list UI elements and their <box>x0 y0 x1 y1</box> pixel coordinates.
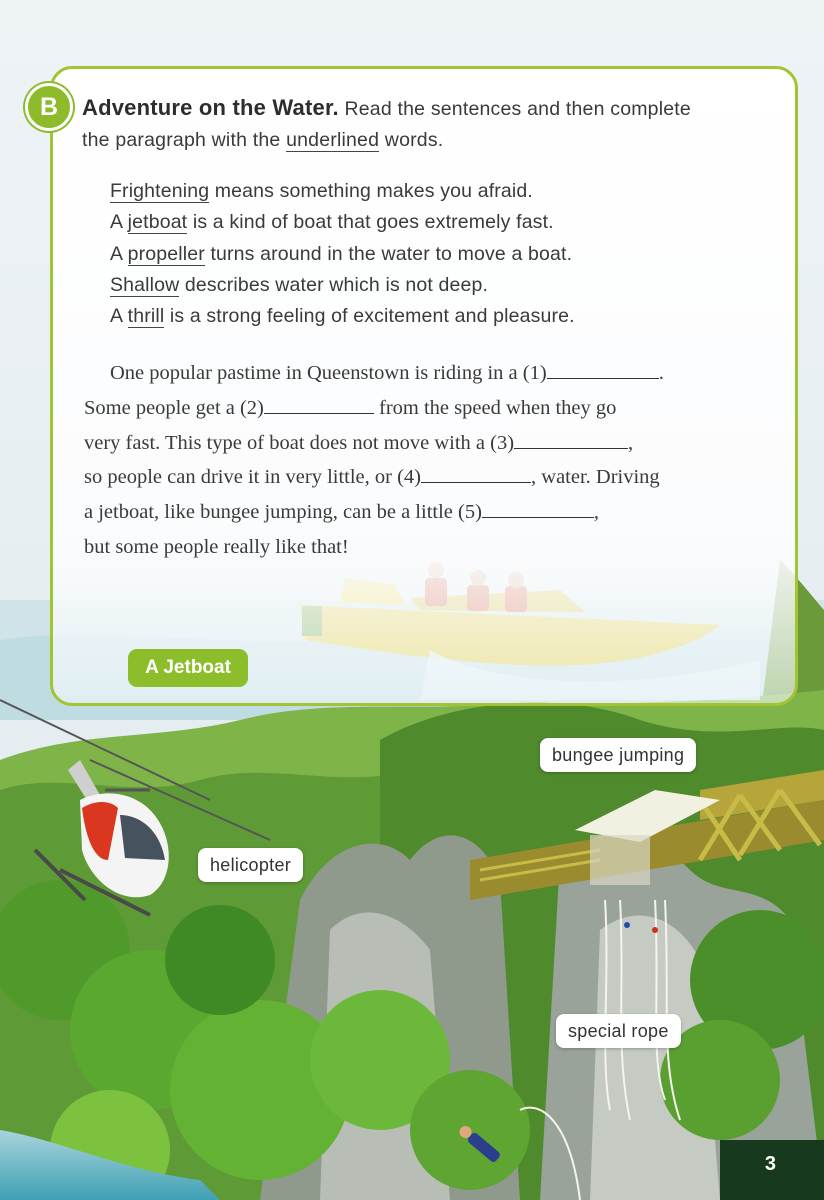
blank-2[interactable] <box>264 395 374 414</box>
exercise-instructions <box>82 92 782 156</box>
bungee-jumping-label: bungee jumping <box>540 738 696 772</box>
definition-line: A jetboat is a kind of boat that goes extremely fast. <box>110 211 554 234</box>
jetboat-label: A Jetboat <box>128 649 248 687</box>
definition-line: Frightening means something makes you afraid. <box>110 180 533 202</box>
vocab-word: thrill <box>127 305 165 328</box>
exercise-heading: Adventure on the Water. <box>82 95 339 120</box>
helicopter-label: helicopter <box>198 848 303 882</box>
vocab-word: Shallow <box>110 273 180 296</box>
blank-1[interactable] <box>547 360 659 379</box>
definition-line: A thrill is a strong feeling of excitement and pleasure. <box>110 305 575 328</box>
instruction-text: Read the sentences and then complete <box>344 98 691 120</box>
exercise-letter-badge: B <box>25 83 73 131</box>
vocab-word: jetboat <box>127 211 188 234</box>
page-number: 3 <box>720 1140 824 1200</box>
definition-line: Shallow describes water which is not deep. <box>110 273 489 296</box>
vocab-word: Frightening <box>110 180 210 202</box>
special-rope-label: special rope <box>556 1014 681 1048</box>
definitions-list <box>110 176 750 332</box>
blank-3[interactable] <box>514 430 628 449</box>
instruction-text-2: the paragraph with the <box>82 129 281 151</box>
instruction-text-3: words. <box>384 129 444 151</box>
blank-5[interactable] <box>482 499 594 518</box>
cloze-paragraph: One popular pastime in Queenstown is riding in a (1) . Some people get a (2) from the speed when they go very fast. This type of boat does not move with a (3) , so people can drive it in very little, or (4) , water. Driving a jetboat, like bungee jumping, can be a little (5) , but some people really like that! <box>84 362 664 558</box>
vocab-word: propeller <box>127 242 205 265</box>
definition-line: A propeller turns around in the water to move a boat. <box>110 242 573 265</box>
instruction-underlined-word: underlined <box>286 129 380 151</box>
blank-4[interactable] <box>421 464 531 483</box>
